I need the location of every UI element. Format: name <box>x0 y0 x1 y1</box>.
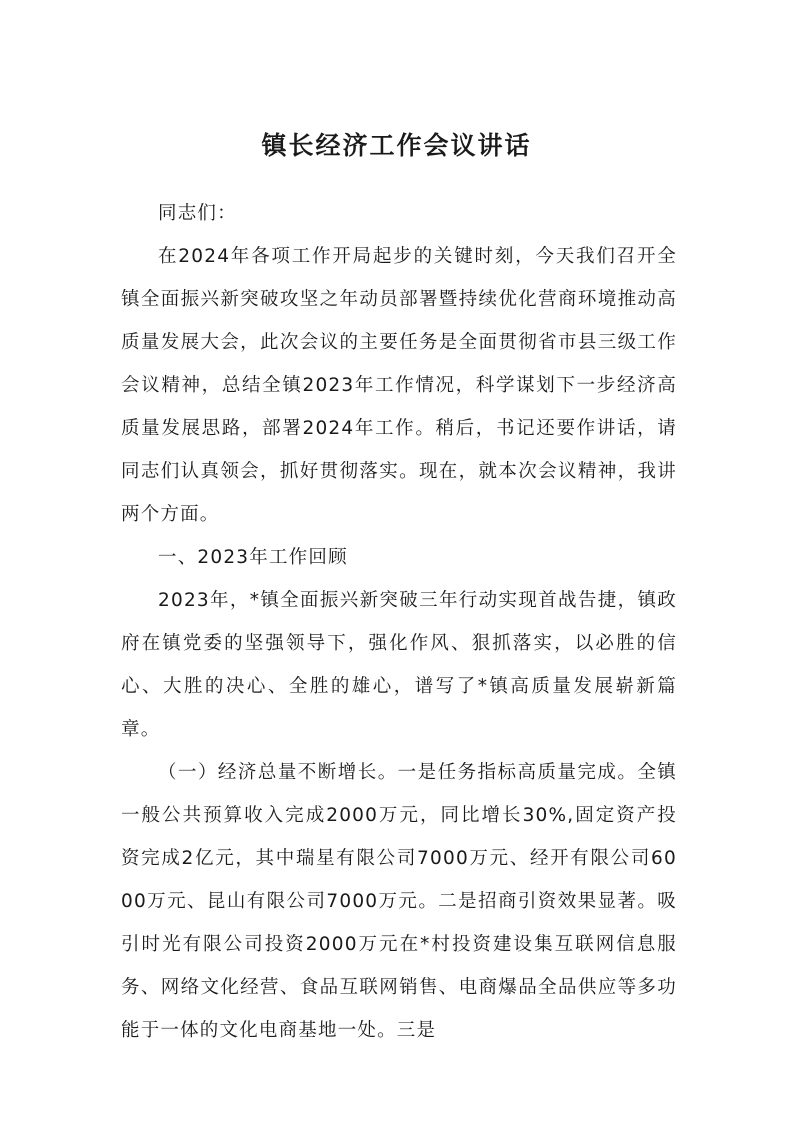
document-title: 镇长经济工作会议讲话 <box>261 131 532 160</box>
document-body <box>121 192 677 1052</box>
salutation: 同志们： <box>158 203 237 224</box>
paragraph-economy: （一）经济总量不断增长。一是任务指标高质量完成。全镇一般公共预算收入完成2000万元，同比增长30%,固定资产投资完成2亿元，其中瑞星有限公司7000万元、经开有限公司6000万元、昆山有限公司7000万元。二是招商引资效果显著。吸引时光有限公司投资2000万元在*村投资建设集互联网信息服务、网络文化经营、食品互联网销售、电商爆品全品供应等多功能于一体的文化电商基地一处。三是 <box>121 762 677 1041</box>
section-heading: 一、2023年工作回顾 <box>158 547 348 568</box>
paragraph-intro: 在2024年各项工作开局起步的关键时刻，今天我们召开全镇全面振兴新突破攻坚之年动员部署暨持续优化营商环境推动高质量发展大会，此次会议的主要任务是全面贯彻省市县三级工作会议精神，总结全镇2023年工作情况，科学谋划下一步经济高质量发展思路，部署2024年工作。稍后，书记还要作讲话，请同志们认真领会，抓好贯彻落实。现在，就本次会议精神，我讲两个方面。 <box>121 246 677 525</box>
paragraph-review: 2023年，*镇全面振兴新突破三年行动实现首战告捷，镇政府在镇党委的坚强领导下，强化作风、狠抓落实，以必胜的信心、大胜的决心、全胜的雄心，谱写了*镇高质量发展崭新篇章。 <box>121 590 677 740</box>
